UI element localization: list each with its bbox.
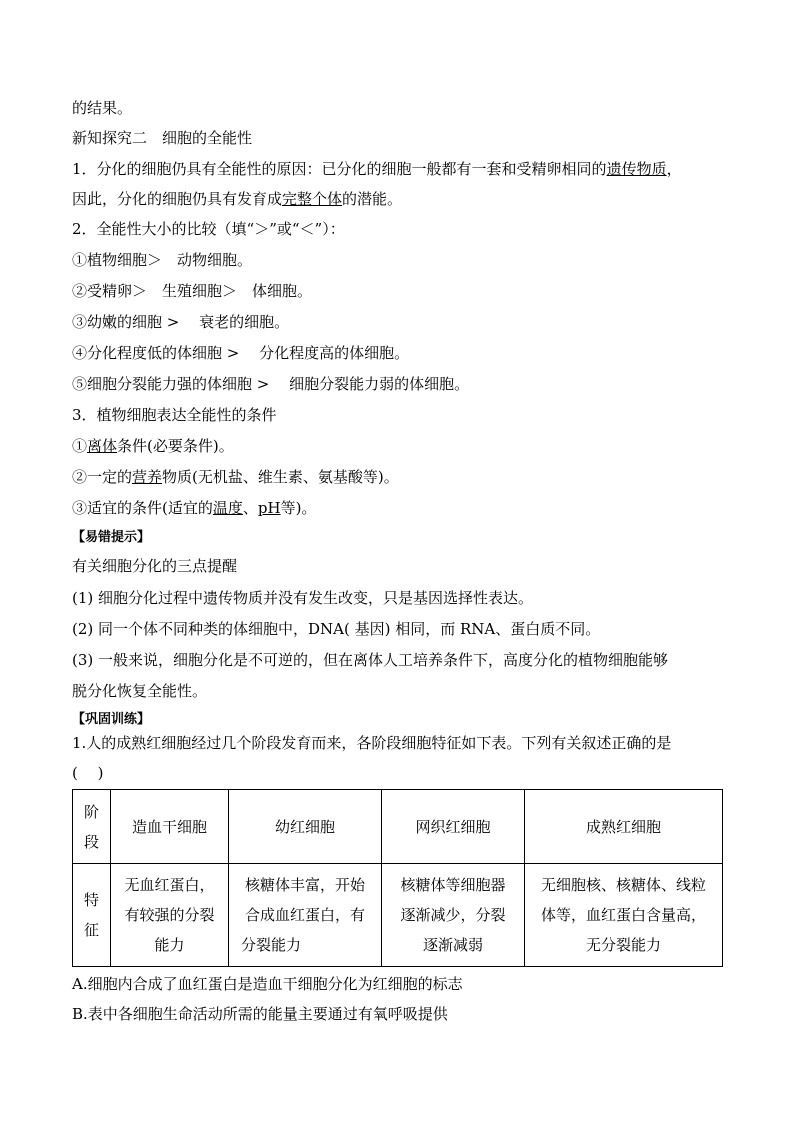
- option-a: A.细胞内合成了血红蛋白是造血干细胞分化为红细胞的标志: [72, 975, 463, 993]
- tip-heading: 【易错提示】: [72, 530, 151, 545]
- underlined-answer: 营养: [132, 468, 163, 486]
- table-row: [73, 790, 723, 864]
- stage-feature-table: [72, 789, 723, 967]
- underlined-answer: pH: [257, 499, 281, 517]
- table-cell: 无血红蛋白， 有较强的分裂 能力: [111, 864, 229, 967]
- option-b: B.表中各细胞生命活动所需的能量主要通过有氧呼吸提供: [72, 1005, 448, 1023]
- text-line: (2) 同一个体不同种类的体细胞中，DNA( 基因) 相同，而 RNA、蛋白质不同。: [72, 620, 601, 638]
- table-cell: 核糖体等细胞器 逐渐减少，分裂 逐渐减弱: [382, 864, 525, 967]
- exercise-heading: 【巩固训练】: [72, 712, 151, 727]
- text-line: ②受精卵＞ 生殖细胞＞ 体细胞。: [72, 282, 313, 300]
- text-line: 1．分化的细胞仍具有全能性的原因：已分化的细胞一般都有一套和受精卵相同的遗传物质，: [72, 160, 682, 178]
- answer-blank: ( ): [72, 764, 104, 782]
- section-heading: 新知探究二 细胞的全能性: [72, 129, 253, 147]
- text-line: ①植物细胞＞ 动物细胞。: [72, 251, 253, 269]
- underlined-answer: 遗传物质: [606, 160, 667, 178]
- text-line: (3) 一般来说，细胞分化是不可逆的，但在离体人工培养条件下，高度分化的植物细胞能够: [72, 651, 669, 669]
- row-header-feature: 特 征: [73, 864, 111, 967]
- table-cell: 核糖体丰富，开始 合成血红蛋白，有 分裂能力: [229, 864, 382, 967]
- table-cell: 网织红细胞: [382, 790, 525, 864]
- text-line: 脱分化恢复全能性。: [72, 682, 208, 700]
- text-line: ②一定的营养物质(无机盐、维生素、氨基酸等)。: [72, 468, 399, 486]
- text-line: 的结果。: [72, 99, 133, 117]
- text-line: ③幼嫩的细胞 > 衰老的细胞。: [72, 313, 290, 331]
- table-row: [73, 864, 723, 967]
- underlined-answer: 温度: [212, 499, 243, 517]
- text-line: (1) 细胞分化过程中遗传物质并没有发生改变，只是基因选择性表达。: [72, 589, 534, 607]
- text-line: 有关细胞分化的三点提醒: [72, 557, 238, 575]
- text-line: 3．植物细胞表达全能性的条件: [72, 406, 277, 424]
- text-line: ③适宜的条件(适宜的温度、pH等)。: [72, 499, 317, 517]
- text-line: 因此，分化的细胞仍具有发育成完整个体的潜能。: [72, 190, 403, 208]
- text-line: ①离体条件(必要条件)。: [72, 437, 234, 455]
- table-cell: 幼红细胞: [229, 790, 382, 864]
- text-line: ⑤细胞分裂能力强的体细胞 > 细胞分裂能力弱的体细胞。: [72, 375, 470, 393]
- text-line: 2．全能性大小的比较（填“＞”或“＜”）：: [72, 220, 345, 238]
- text-line: ④分化程度低的体细胞 > 分化程度高的体细胞。: [72, 344, 410, 362]
- table-cell: 成熟红细胞: [525, 790, 723, 864]
- question-stem: 1.人的成熟红细胞经过几个阶段发育而来，各阶段细胞特征如下表。下列有关叙述正确的是: [72, 734, 672, 752]
- table-cell: 无细胞核、核糖体、线粒 体等，血红蛋白含量高， 无分裂能力: [525, 864, 723, 967]
- underlined-answer: 完整个体: [282, 190, 343, 208]
- underlined-answer: 离体: [87, 437, 118, 455]
- table-cell: 造血干细胞: [111, 790, 229, 864]
- row-header-stage: 阶 段: [73, 790, 111, 864]
